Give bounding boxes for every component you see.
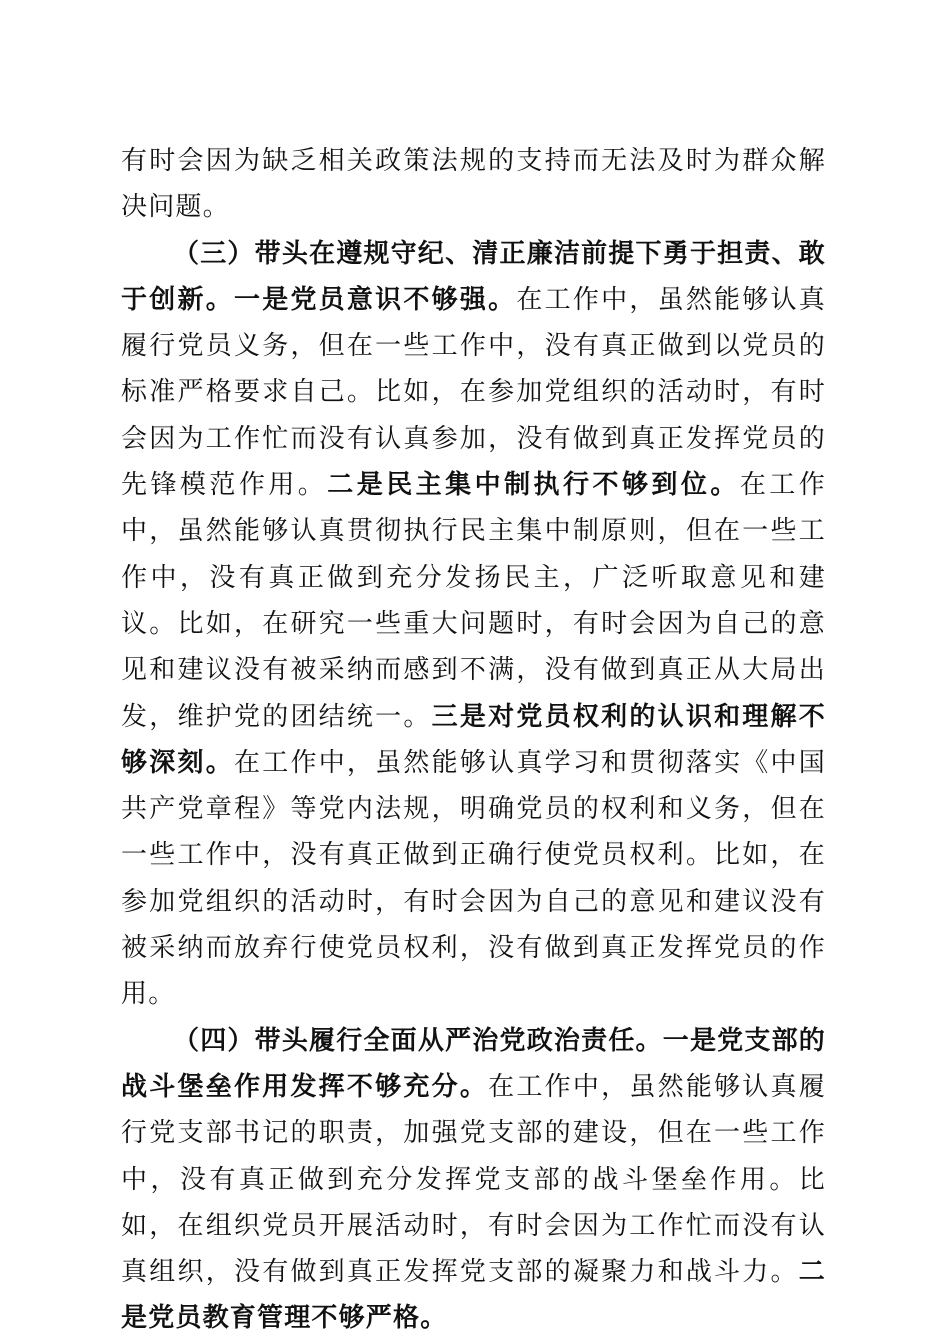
section-heading-4: （四）带头履行全面从严治党政治责任。一是党支部的战斗堡垒作用发挥不够充分。: [121, 1025, 826, 1102]
text-run: 有时会因为缺乏相关政策法规的支持而无法及时为群众解决问题。: [121, 146, 826, 223]
paragraph-3: [121, 1018, 826, 1342]
point-heading: 三是对党员权利的认识和理解不够深刻。: [121, 701, 826, 778]
section-heading-3: （三）带头在遵规守纪、清正廉洁前提下勇于担责、敢于创新。一是党员意识不够强。: [121, 238, 826, 315]
paragraph-1: [121, 138, 826, 231]
text-run: 在工作中，虽然能够认真履行党支部书记的职责，加强党支部的建设，但在一些工作中，没有真正做到充分发挥党支部的战斗堡垒作用。比如，在组织党员开展活动时，有时会因为工作忙而没有认真组织，没有做到真正发挥党支部的凝聚力和战斗力。: [121, 1071, 826, 1288]
text-run: 在工作中，虽然能够认真贯彻执行民主集中制原则，但在一些工作中，没有真正做到充分发扬民主，广泛听取意见和建议。比如，在研究一些重大问题时，有时会因为自己的意见和建议没有被采纳而感到不满，没有做到真正从大局出发，维护党的团结统一。: [121, 470, 826, 732]
text-run: 在工作中，虽然能够认真履行党员义务，但在一些工作中，没有真正做到以党员的标准严格要求自己。比如，在参加党组织的活动时，有时会因为工作忙而没有认真参加，没有做到真正发挥党员的先锋模范作用。: [121, 284, 826, 501]
text-run: 在工作中，虽然能够认真学习和贯彻落实《中国共产党章程》等党内法规，明确党员的权利和义务，但在一些工作中，没有真正做到正确行使党员权利。比如，在参加党组织的活动时，有时会因为自己的意见和建议没有被采纳而放弃行使党员权利，没有做到真正发挥党员的作用。: [121, 747, 826, 1010]
paragraph-2: [121, 231, 826, 1018]
point-heading: 二是党员教育管理不够严格。: [121, 1257, 826, 1334]
point-heading: 二是民主集中制执行不够到位。: [327, 470, 740, 501]
document-body: [121, 138, 826, 1342]
